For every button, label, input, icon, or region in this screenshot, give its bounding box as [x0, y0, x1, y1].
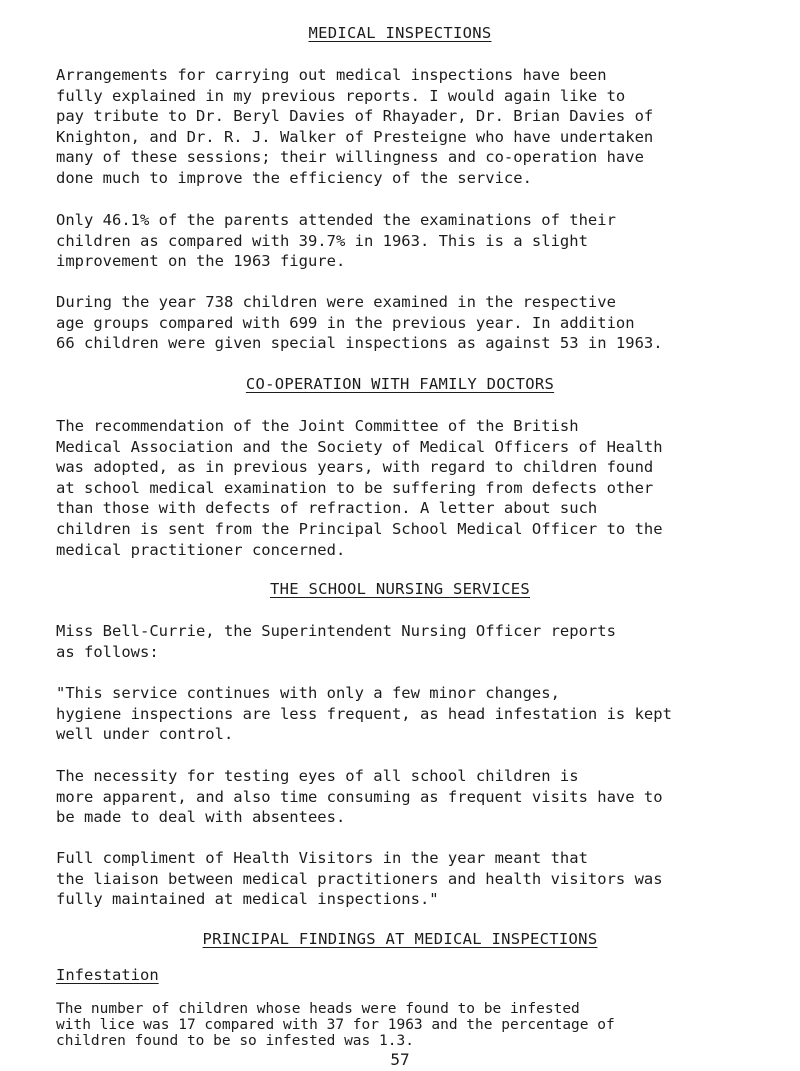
paragraph-testing-eyes: The necessity for testing eyes of all school children is more apparent, and also time consuming as frequent visits have to be made to deal with absentees.	[56, 767, 663, 827]
paragraph-children-examined: During the year 738 children were examined in the respective age groups compared with 699 in the previous year. In addition 66 children were given special inspections as against 53 in 1963.	[56, 293, 663, 353]
heading-principal-findings: PRINCIPAL FINDINGS AT MEDICAL INSPECTIONS	[202, 930, 598, 948]
paragraph-superintendent: Miss Bell-Currie, the Superintendent Nursing Officer reports as follows:	[56, 622, 616, 661]
heading-medical-inspections: MEDICAL INSPECTIONS	[308, 24, 492, 42]
subheading-infestation: Infestation	[56, 966, 159, 984]
page-number: 57	[390, 1050, 410, 1069]
paragraph-infestation: The number of children whose heads were found to be infested with lice was 17 compared with 37 for 1963 and the percentage of children found to be so infested was 1.3.	[56, 1001, 615, 1049]
paragraph-service-continues: "This service continues with only a few minor changes, hygiene inspections are less frequent, as head infestation is kept well under control.	[56, 684, 672, 744]
paragraph-arrangements: Arrangements for carrying out medical inspections have been fully explained in my previous reports. I would again like to pay tribute to Dr. Beryl Davies of Rhayader, Dr. Brian Davies of Knighton, and Dr. R. J. Walker of Presteigne who have undertaken many of these sessions; their willingness and co-operation have done much to improve the efficiency of the service.	[56, 66, 654, 187]
paragraph-parents-attendance: Only 46.1% of the parents attended the examinations of their children as compared with 39.7% in 1963. This is a slight improvement on the 1963 figure.	[56, 211, 616, 271]
heading-school-nursing: THE SCHOOL NURSING SERVICES	[269, 580, 531, 598]
heading-co-operation: CO-OPERATION WITH FAMILY DOCTORS	[245, 375, 555, 393]
paragraph-health-visitors: Full compliment of Health Visitors in the year meant that the liaison between medical practitioners and health visitors was fully maintained at medical inspections."	[56, 849, 663, 909]
paragraph-recommendation: The recommendation of the Joint Committee of the British Medical Association and the Society of Medical Officers of Health was adopted, as in previous years, with regard to children found at school medical examination to be suffering from defects other than those with defects of refraction. A letter about such children is sent from the Principal School Medical Officer to the medical practitioner concerned.	[56, 417, 663, 559]
